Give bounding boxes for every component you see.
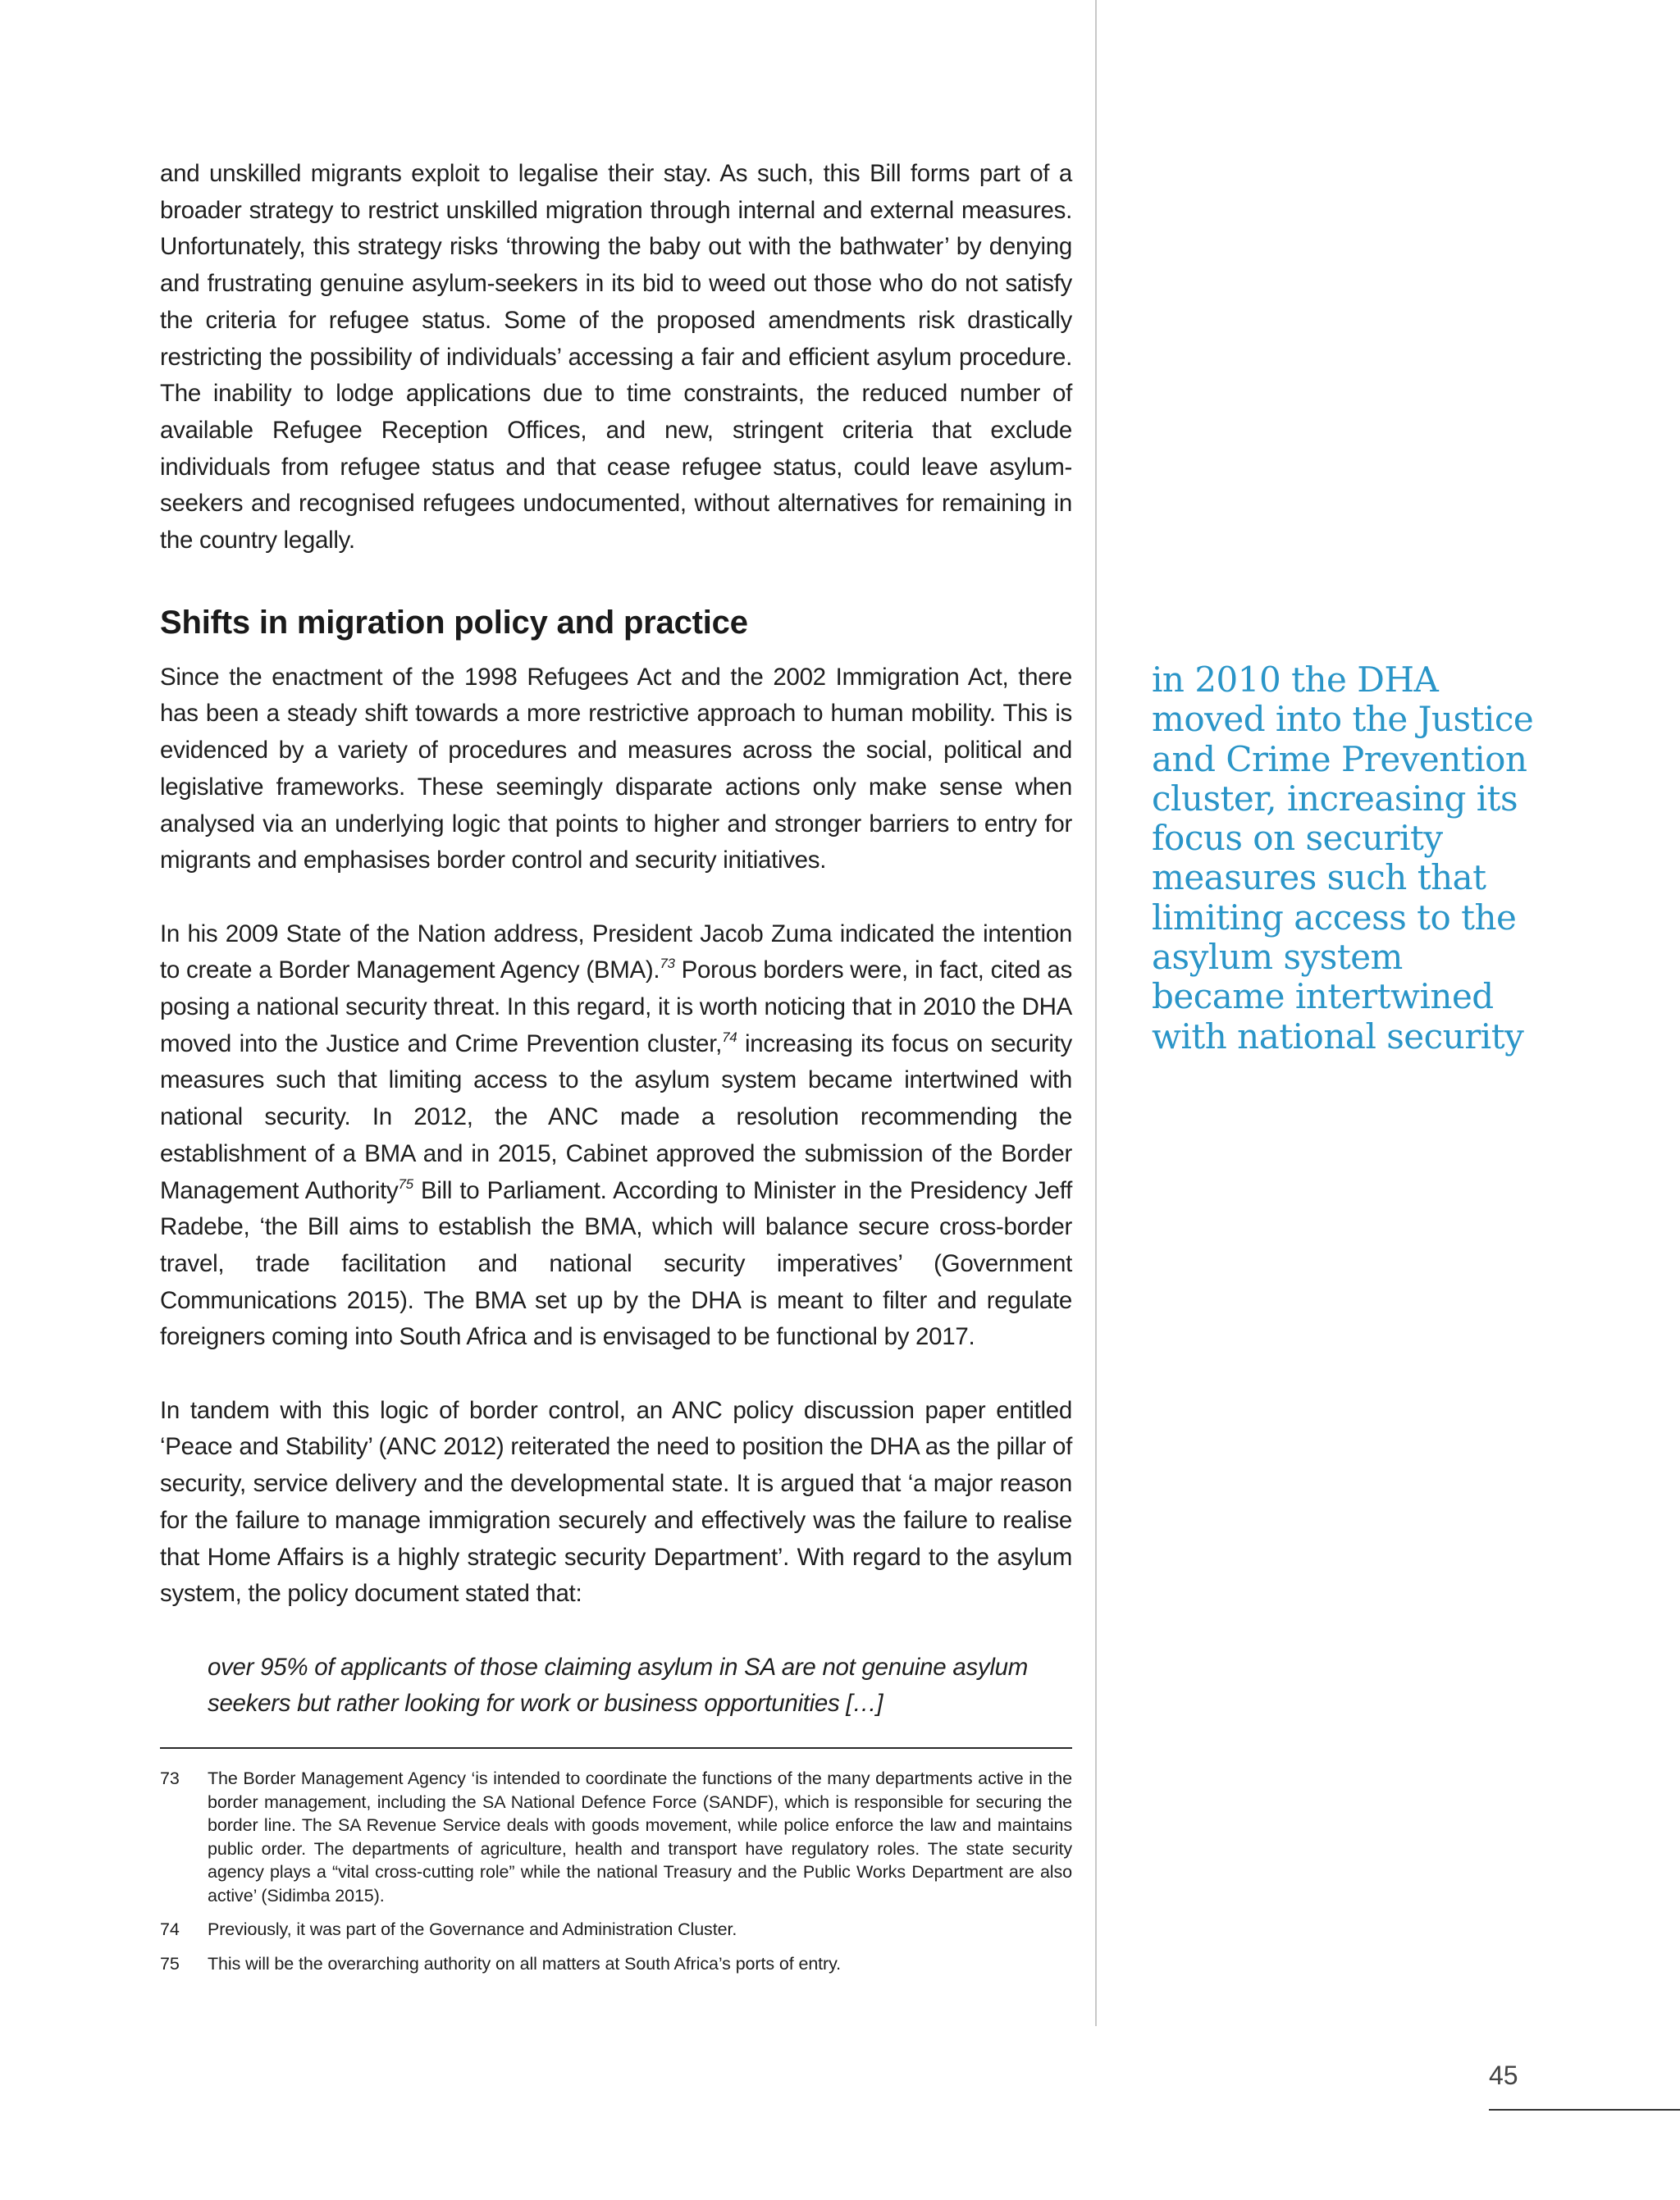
- body-paragraph-1: and unskilled migrants exploit to legalise their stay. As such, this Bill forms part of a broader strategy to restrict unskilled migration through internal and external measures. Unfortunately, this strategy risks ‘throwing the baby out with the bathwater’ by denying and frustrating genuine asylum-seekers in its bid to weed out those who do not satisfy the criteria for refugee status. Some of the proposed amendments risk drastically restricting the possibility of individuals’ accessing a fair and efficient asylum procedure. The inability to lodge applications due to time constraints, the reduced number of available Refugee Reception Offices, and new, stringent criteria that exclude individuals from refugee status and that cease refugee status, could leave asylum-seekers and recognised refugees undocumented, without alternatives for remaining in the country legally.: [160, 160, 1072, 555]
- page-number: 45: [1489, 2061, 1518, 2090]
- pull-quote: in 2010 the DHA moved into the Justice and Crime Prevention cluster, increasing its focus on security measures such that limiting access to the asylum system became intertwined with national security: [1152, 660, 1534, 1057]
- footnote-75: [160, 1952, 1072, 1976]
- footnote-text: The Border Management Agency ‘is intended to coordinate the functions of the many departments active in the border management, including the SA National Defence Force (SANDF), which is responsible for securing the border line. The SA Revenue Service deals with goods movement, while police enforce the law and maintains public order. The departments of agriculture, health and transport have regulatory roles. The state security agency plays a “vital cross-cutting role” while the national Treasury and the Public Works Department are also active’ (Sidimba 2015).: [208, 1769, 1072, 1906]
- page-number-rule: [1489, 2109, 1680, 2111]
- footnote-ref-75[interactable]: 75: [398, 1175, 413, 1192]
- footnote-number: 73: [160, 1769, 180, 1789]
- footnote-text: Previously, it was part of the Governance and Administration Cluster.: [208, 1919, 737, 1940]
- block-quote: over 95% of applicants of those claiming asylum in SA are not genuine asylum seekers but rather looking for work or business opportunities […]: [208, 1653, 1028, 1718]
- paragraph-3-text-a: In his 2009 State of the Nation address, President Jacob Zuma indicated the intention to create a Border Management Agency (BMA).: [160, 920, 1072, 984]
- footnote-divider: [160, 1747, 1072, 1749]
- footnote-number: 74: [160, 1919, 180, 1940]
- body-paragraph-4: In tandem with this logic of border control, an ANC policy discussion paper entitled ‘Peace and Stability’ (ANC 2012) reiterated the need to position the DHA as the pillar of security, service delivery and the developmental state. It is argued that ‘a major reason for the failure to manage immigration securely and effectively was the failure to realise that Home Affairs is a highly strategic security Department’. With regard to the asylum system, the policy document stated that:: [160, 1396, 1072, 1608]
- paragraph-3-text-b: Porous borders were, in fact, cited as posing a national security threat. In this regard, it is worth noticing that in 2010 the DHA moved into the Justice and Crime Prevention cluster,: [160, 956, 1072, 1057]
- column-divider: [1095, 0, 1097, 2026]
- footnote-74: [160, 1918, 1072, 1942]
- section-heading: Shifts in migration policy and practice: [160, 604, 748, 641]
- paragraph-3-text-c: increasing its focus on security measures such that limiting access to the asylum system became intertwined with national security. In 2012, the ANC made a resolution recommending the establishment of a BMA and in 2015, Cabinet approved the submission of the Border Management Authority: [160, 1029, 1072, 1204]
- main-column: [160, 156, 1072, 1986]
- body-paragraph-3: [160, 916, 1072, 1356]
- footnote-ref-74[interactable]: 74: [722, 1029, 737, 1045]
- footnote-text: This will be the overarching authority on all matters at South Africa’s ports of entry.: [208, 1953, 842, 1974]
- footnote-ref-73[interactable]: 73: [660, 956, 675, 972]
- footnotes: [160, 1767, 1072, 1975]
- paragraph-3-text-d: Bill to Parliament. According to Minister in the Presidency Jeff Radebe, ‘the Bill aims to establish the BMA, which will balance secure cross-border travel, trade facilitation and national security imperatives’ (Government Communications 2015). The BMA set up by the DHA is meant to filter and regulate foreigners coming into South Africa and is envisaged to be functional by 2017.: [160, 1176, 1072, 1351]
- footnote-number: 75: [160, 1953, 180, 1974]
- footnote-73: [160, 1767, 1072, 1907]
- body-paragraph-2: Since the enactment of the 1998 Refugees Act and the 2002 Immigration Act, there has been a steady shift towards a more restrictive approach to human mobility. This is evidenced by a variety of procedures and measures across the social, political and legislative frameworks. These seemingly disparate actions only make sense when analysed via an underlying logic that points to higher and stronger barriers to entry for migrants and emphasises border control and security initiatives.: [160, 663, 1072, 874]
